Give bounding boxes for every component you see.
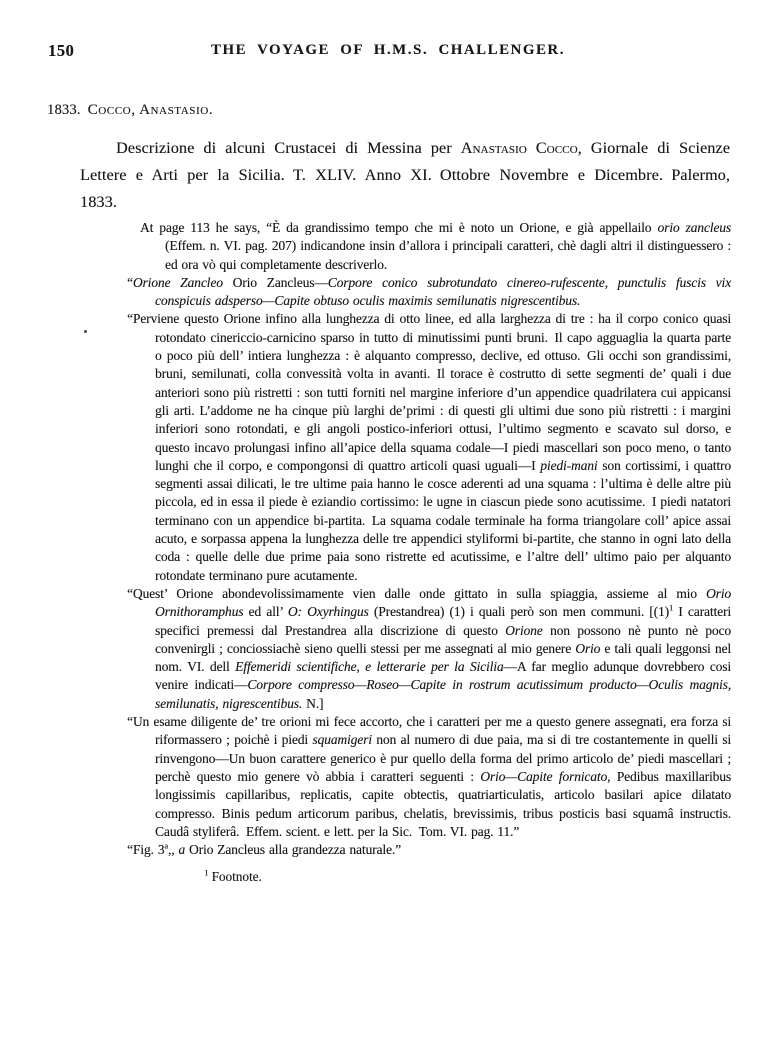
footnote-marker: 1 [204,869,209,878]
page-header [0,41,776,61]
quote-paragraph: “Perviene questo Orione infino alla lunghezza di otto linee, ed alla larghezza di tre : ha il corpo conico quasi rotondato cinericcio-carnicino sparso in tutto di minutissimi punti bruni. Il capo agguaglia la quarta parte o poco più dell’ intiera lunghezza : è alquanto compresso, declive, ed ottuso. Gli occhi son grandissimi, bruni, semilunati, colla convessità volta in avanti. Il torace è costrutto di sette segmenti de’ quali i due anteriori sono più ristretti : son tutti forniti nel margine inferiore d’un appendice quadrilatera cui appicansi gli arti. L’addome ne ha cinque più larghi de’primi : di questi gli ultimi due sono più ristretti : i margini inferiori sono rotondati, e gli angoli postico-inferiori ottusi, l’ultimo segmento e scavato sul dorso, e questo incavo prolungasi infino all’apice della squama codale—I piedi mascellari son poco meno, o tanto lunghi che il corpo, e compongonsi di quattro articoli quasi uguali—I piedi-mani son cortissimi, i quattro segmenti assai dilicati, le tre ultime paia hanno le cosce aderenti ad una squama : l’ultima è delle altre più piccola, ed in essa il piede è eziandio cortissimo: le ugne in ciascun piede sono acutissime. I piedi natatori terminano con un appendice bi-partita. La squama codale terminale ha forma triangolare coll’ apice assai acuto, e sorpassa appena la lunghezza delle tre appendici styliformi bi-partite, che stanno in ogni lato della coda : quelle delle due prime paia sono ristrette ed acutissime, e l’altre dell’ ultimo paio per alquanto rotondate terminano pure acutamente. [127,311,731,583]
entry-heading [47,102,776,119]
citation-paragraph: Descrizione di alcuni Crustacei di Messina per Anastasio Cocco, Giornale di Scienze Lettere e Arti per la Sicilia. T. XLIV. Anno XI. Ottobre Novembre e Dicembre. Palermo, 1833. [80,139,730,211]
quote-paragraph: “Quest’ Orione abondevolissimamente vien dalle onde gittato in sulla spiaggia, assieme al mio Orio Ornithoramphus ed all’ O: Oxyrhingus (Prestandrea) (1) i quali però son men communi. [$(1)^1$ I caratteri specifici premessi dal Prestandrea alla discrizione di questo Orione non possono nè punto nè poco convenirgli ; conciossiachè sieno quelli stessi per me assegnati al mio genere Orio e tali quali leggonsi nel nom. VI. dell Effemeridi scientifiche, e letterarie per la Sicilia—A far meglio adunque dovrebbero cosi venire indicati—Corpore compresso—Roseo—Capite in rostrum acutissimum producto—Oculis magnis, semilunatis, nigrescentibus. N.] [127,585,731,711]
quote-paragraph: “Fig. 3$^a$,, a Orio Zancleus alla grandezza naturale.” [127,841,401,858]
quote-paragraph: “Un esame diligente de’ tre orioni mi fece accorto, che i caratteri per me a questo genere assegnati, era forza si riformassero ; poichè i piedi squamigeri non al numero di due paia, ma si di tre costantemente in quelli si rinvengono—Un buon carattere generico è pur quello della forma del primo articolo de’ piedi mascellari ; perchè questo mio genere vò abbia i caratteri seguenti : Orio—Capite fornicato, Pedibus maxillaribus longissimis capillaribus, replicatis, capite obtectis, quatriarticulatis, articolo basilari apice dilatato compresso. Binis pedum articorum paribus, chelatis, brevissimis, tribus posticis basi squamâ instructis. Caudâ styliferâ. Effem. scient. e lett. per la Sic. Tom. VI. pag. 11.” [127,714,732,839]
quote-paragraph: At page 113 he says, “È da grandissimo tempo che mi è noto un Orione, e già appellailo orio zancleus (Effem. n. VI. pag. 207) indicandone insin d’allora i principali caratteri, chè dagli altri il distinguessero : ed ora vò qui completamente descriverlo. [140,220,731,272]
entry-author: Cocco, Anastasio. [87,102,214,118]
ink-dot-artifact [84,330,87,333]
footnote [0,869,621,885]
page-number: 150 [48,41,75,60]
footnote-text: Footnote. [211,869,262,885]
entry-year: 1833. [47,102,81,118]
quote-paragraph: “Orione Zancleo Orio Zancleus—Corpore conico subrotundato cinereo-rufescente, punctulis fuscis vix conspicuis adsperso—Capite obtuso oculis maximis semilunatis nigrescentibus. [127,274,731,309]
running-title: THE VOYAGE OF H.M.S. CHALLENGER. [210,42,565,58]
quote-block [127,219,732,859]
